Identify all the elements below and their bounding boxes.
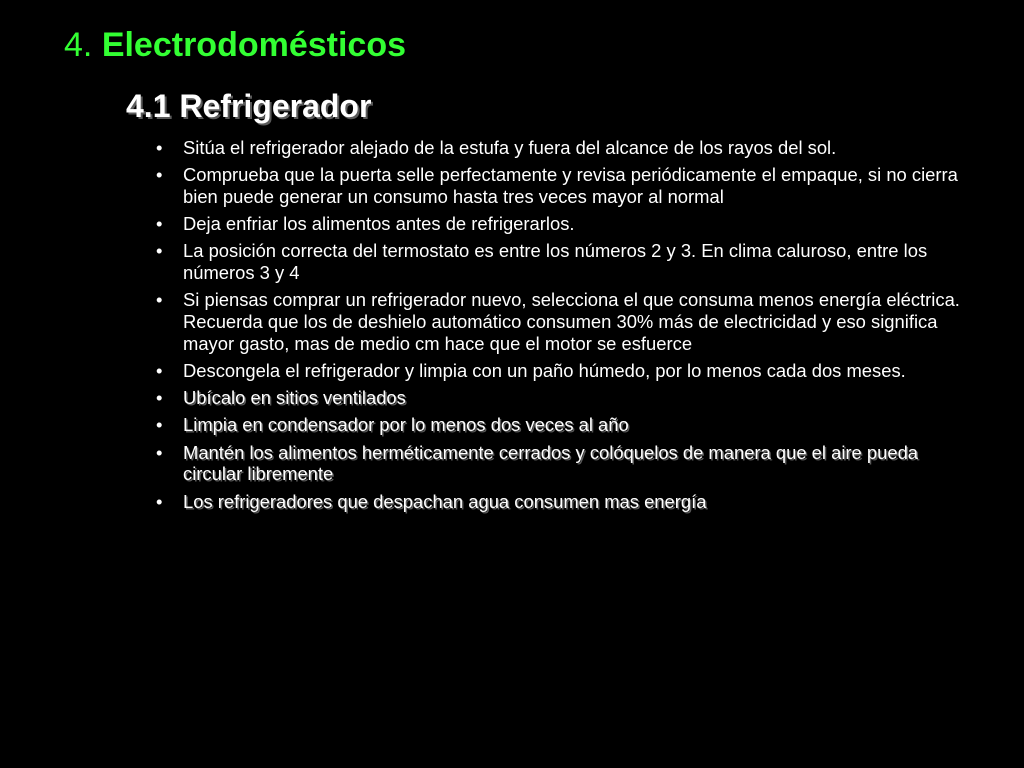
bullet-text: Comprueba que la puerta selle perfectamente y revisa periódicamente el empaque, si no cierra bien puede generar un consumo hasta tres veces mayor al normal [183, 164, 958, 207]
bullet-item [156, 387, 964, 409]
bullet-item [156, 442, 964, 485]
bullet-item [156, 289, 964, 354]
bullet-marker: • [156, 414, 163, 436]
bullet-item [156, 414, 964, 436]
bullet-item [156, 164, 964, 207]
bullet-item [156, 137, 964, 159]
bullet-marker: • [156, 240, 163, 262]
bullet-list [156, 137, 964, 518]
bullet-marker: • [156, 441, 163, 463]
slide-title-number: 4. [64, 26, 93, 64]
bullet-marker: • [156, 359, 163, 381]
bullet-text: Descongela el refrigerador y limpia con un paño húmedo, por lo menos cada dos meses. [183, 359, 906, 381]
bullet-marker: • [156, 490, 163, 512]
bullet-text: Sitúa el refrigerador alejado de la estufa y fuera del alcance de los rayos del sol. [183, 137, 837, 158]
bullet-item [156, 491, 964, 513]
slide-title [64, 22, 406, 68]
bullet-marker: • [156, 289, 163, 311]
bullet-text: La posición correcta del termostato es entre los números 2 y 3. En clima caluroso, entre los números 3 y 4 [183, 240, 928, 284]
bullet-text: Deja enfriar los alimentos antes de refrigerarlos. [183, 213, 575, 235]
slide-title-text: Electrodomésticos [101, 26, 407, 64]
bullet-marker: • [156, 137, 163, 158]
bullet-text: Si piensas comprar un refrigerador nuevo, selecciona el que consuma menos energía eléctrica. Recuerda que los de deshielo automático consumen 30% más de electricidad y eso significa mayor gasto, mas de medio cm hace que el motor se esfuerce [183, 289, 960, 354]
section-heading: 4.1 Refrigerador [126, 88, 372, 124]
bullet-marker: • [156, 164, 163, 186]
bullet-item [156, 240, 964, 283]
bullet-item [156, 360, 964, 382]
bullet-item [156, 213, 964, 235]
bullet-text: Los refrigeradores que despachan agua consumen mas energía [183, 490, 707, 512]
bullet-marker: • [156, 387, 163, 409]
bullet-text: Ubícalo en sitios ventilados [183, 387, 406, 409]
bullet-marker: • [156, 213, 163, 235]
bullet-text: Mantén los alimentos herméticamente cerrados y colóquelos de manera que el aire pueda circular libremente [183, 441, 919, 485]
bullet-text: Limpia en condensador por lo menos dos veces al año [183, 414, 629, 436]
